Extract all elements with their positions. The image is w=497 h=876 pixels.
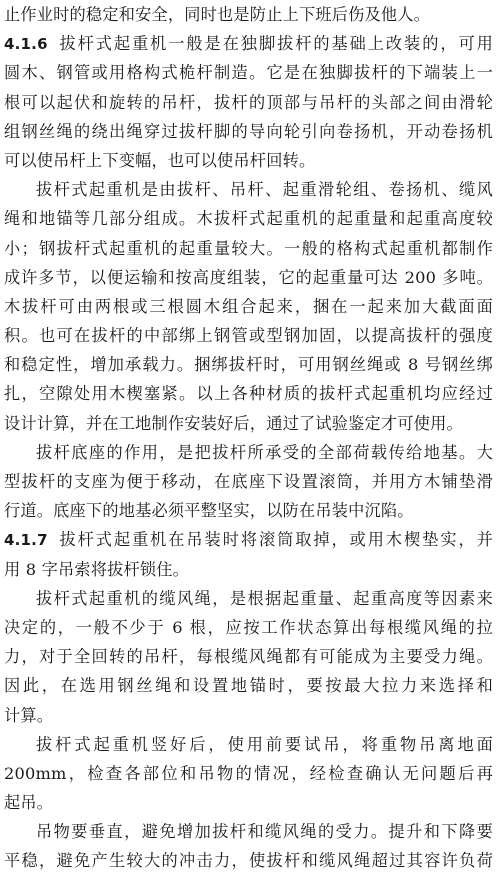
line-text: 圆木、钢管或用格构式桅杆制造。它是在独脚拔杆的下端装上一 bbox=[4, 63, 493, 83]
line-text: 行道。底座下的地基必须平整坚实，以防在吊装中沉陷。 bbox=[4, 501, 414, 521]
line-text: 用 8 字吊索将拔杆锁住。 bbox=[4, 559, 190, 579]
line-text: 设计计算，并在工地制作安装好后，通过了试验鉴定才可使用。 bbox=[4, 413, 463, 433]
text-line bbox=[4, 204, 493, 233]
text-line bbox=[4, 379, 493, 408]
line-text: 200mm，检查各部位和吊物的情况，经检查确认无问题后再 bbox=[4, 763, 493, 783]
text-line bbox=[4, 701, 493, 730]
line-text: 积。也可在拔杆的中部绑上钢管或型钢加固，以提高拔杆的强度 bbox=[4, 326, 493, 346]
section-number: 4.1.7 bbox=[4, 531, 48, 550]
text-line bbox=[4, 292, 493, 321]
text-line bbox=[4, 788, 493, 817]
line-text: 因此，在选用钢丝绳和设置地锚时，要按最大拉力来选择和 bbox=[4, 676, 493, 696]
text-line bbox=[4, 759, 493, 788]
line-text: 起吊。 bbox=[4, 793, 54, 813]
line-text: 可以使吊杆上下变幅，也可以使吊杆回转。 bbox=[4, 150, 316, 170]
text-line bbox=[4, 409, 493, 438]
text-line bbox=[4, 350, 493, 379]
text-line bbox=[4, 117, 493, 146]
text-line bbox=[4, 263, 493, 292]
text-line bbox=[4, 234, 493, 263]
document-page bbox=[4, 0, 493, 876]
line-text: 小；钢拔杆式起重机的起重量较大。一般的格构式起重机都制作 bbox=[4, 238, 493, 258]
line-text: 拔杆式起重机在吊装时将滚筒取掉，或用木楔垫实，并 bbox=[57, 530, 493, 550]
line-text: 绳和地锚等几部分组成。木拔杆式起重机的起重量和起重高度较 bbox=[4, 209, 493, 229]
line-text: 扎，空隙处用木楔塞紧。以上各种材质的拔杆式起重机均应经过 bbox=[4, 384, 493, 404]
text-line bbox=[4, 321, 493, 350]
line-text: 拔杆式起重机是由拔杆、吊杆、起重滑轮组、卷扬机、缆风 bbox=[36, 180, 493, 200]
line-text: 型拔杆的支座为便于移动，在底座下设置滚筒，并用方木铺垫滑 bbox=[4, 472, 493, 491]
text-line bbox=[4, 467, 493, 496]
text-line bbox=[4, 817, 493, 846]
line-text: 止作业时的稳定和安全，同时也是防止上下班后伤及他人。 bbox=[4, 5, 431, 24]
section-number: 4.1.6 bbox=[4, 35, 48, 54]
text-line bbox=[4, 584, 493, 613]
text-line bbox=[4, 846, 493, 875]
text-line bbox=[4, 438, 493, 467]
section-first-line bbox=[4, 525, 493, 554]
text-line bbox=[4, 642, 493, 671]
text-line bbox=[4, 88, 493, 117]
text-line bbox=[4, 58, 493, 87]
line-text: 拔杆式起重机一般是在独脚拔杆的基础上改装的，可用 bbox=[57, 34, 493, 54]
line-text: 计算。 bbox=[4, 705, 54, 725]
line-text: 拔杆底座的作用，是把拔杆所承受的全部荷载传给地基。大 bbox=[36, 442, 493, 462]
text-line bbox=[4, 555, 493, 584]
text-line bbox=[4, 0, 493, 29]
text-line bbox=[4, 613, 493, 642]
text-line bbox=[4, 146, 493, 175]
line-text: 成许多节，以便运输和按高度组装，它的起重量可达 200 多吨。 bbox=[4, 267, 493, 287]
line-text: 拔杆式起重机的缆风绳，是根据起重量、起重高度等因素来 bbox=[36, 588, 493, 608]
text-line bbox=[4, 730, 493, 759]
line-text: 吊物要垂直，避免增加拔杆和缆风绳的受力。提升和下降要 bbox=[36, 822, 493, 842]
text-line bbox=[4, 175, 493, 204]
line-text: 和稳定性，增加承载力。捆绑拔杆时，可用钢丝绳或 8 号钢丝绑 bbox=[4, 355, 493, 375]
text-line bbox=[4, 496, 493, 525]
line-text: 决定的，一般不少于 6 根，应按工作状态算出每根缆风绳的拉 bbox=[4, 617, 493, 637]
text-line bbox=[4, 671, 493, 700]
line-text: 根可以起伏和旋转的吊杆，拔杆的顶部与吊杆的头部之间由滑轮 bbox=[4, 92, 493, 112]
line-text: 平稳，避免产生较大的冲击力，使拔杆和缆风绳超过其容许负荷 bbox=[4, 851, 493, 871]
line-text: 木拔杆可由两根或三根圆木组合起来，捆在一起来加大截面面 bbox=[4, 296, 493, 316]
section-first-line bbox=[4, 29, 493, 58]
line-text: 拔杆式起重机竖好后，使用前要试吊，将重物吊离地面 bbox=[36, 734, 493, 754]
line-text: 组钢丝绳的绕出绳穿过拔杆脚的导向轮引向卷扬机，开动卷扬机 bbox=[4, 121, 493, 141]
line-text: 力，对于全回转的吊杆，每根缆风绳都有可能成为主要受力绳。 bbox=[4, 647, 493, 667]
